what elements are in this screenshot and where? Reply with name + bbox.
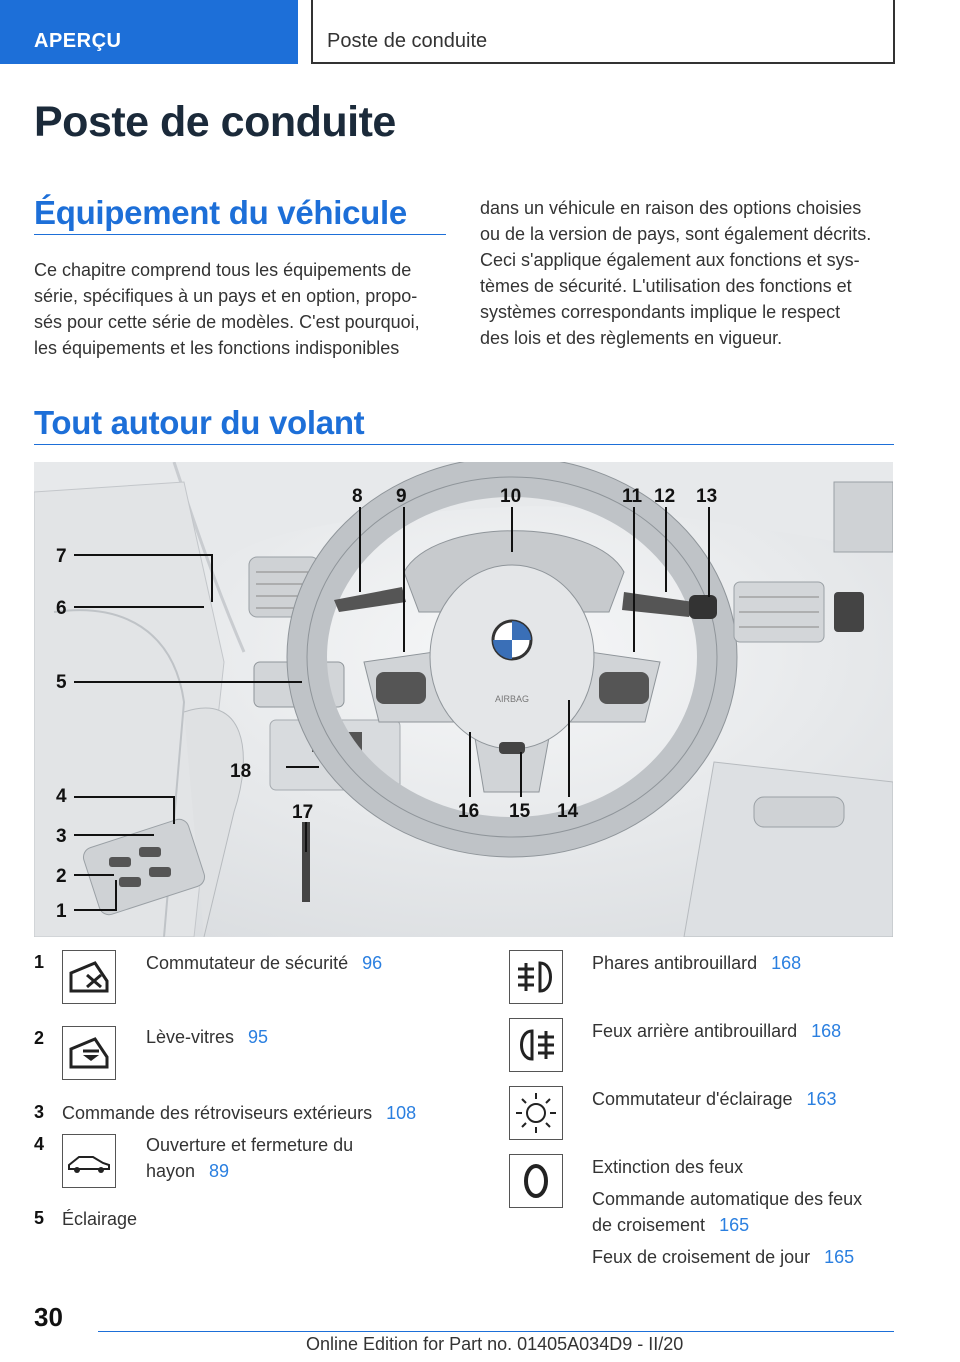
page-link[interactable]: 165 (824, 1247, 855, 1267)
footer-edition: Online Edition for Part no. 01405A034D9 - II/20 (306, 1334, 684, 1354)
intro-paragraph-col2: dans un véhicule en raison des options choisies ou de la version de pays, sont également décrits. Ceci s'applique également aux fonctions et sys- tèmes de sécurité. L'utilisation des fonctions et systèmes correspondants implique le respect des lois et des règlements en vigueur. (480, 198, 872, 348)
legend-item-rear-fog: Feux arrière antibrouillard 168 (592, 1021, 842, 1041)
callout-10: 10 (500, 486, 522, 507)
page-link[interactable]: 96 (362, 953, 383, 973)
legend-item-tailgate: Ouverture et fermeture du hayon 89 (146, 1135, 354, 1181)
callout-15: 15 (509, 801, 531, 822)
cockpit-drawing (34, 462, 893, 937)
section-heading-steering: Tout autour du volant (34, 404, 365, 441)
legend-number: 1 (34, 952, 45, 972)
callout-9: 9 (396, 486, 407, 507)
legend-number: 3 (34, 1102, 45, 1122)
page-link[interactable]: 168 (771, 953, 802, 973)
callout-2: 2 (56, 866, 67, 887)
page-number: 30 (34, 1302, 63, 1332)
header-section-title: Poste de conduite (311, 0, 895, 64)
callout-3: 3 (56, 826, 67, 847)
footer-rule (98, 1331, 894, 1332)
legend-item-mirrors: Commande des rétroviseurs extérieurs 108 (62, 1103, 417, 1123)
page-link[interactable]: 89 (209, 1161, 230, 1181)
safety-switch-icon (62, 950, 116, 1004)
lights-off-icon (509, 1154, 563, 1208)
legend-item-lights-off: Extinction des feux Commande automatique des feux de croisement 165 Feux de croisement de jour 165 (592, 1157, 863, 1267)
header-chapter-tab[interactable]: APERÇU (0, 0, 298, 64)
window-lifter-icon (62, 1026, 116, 1080)
page-title: Poste de conduite (34, 98, 396, 146)
intro-paragraph-col1: Ce chapitre comprend tous les équipements de série, spécifiques à un pays et en option, propo- sés pour cette série de modèles. C'est pourquoi, les équipements et les fonctions indisponibles (34, 260, 420, 358)
page-link[interactable]: 108 (386, 1103, 417, 1123)
tailgate-icon (62, 1134, 116, 1188)
legend-item-front-fog: Phares antibrouillard 168 (592, 953, 802, 973)
legend-item-safety-switch: Commutateur de sécurité 96 (146, 953, 383, 973)
light-switch-icon (509, 1086, 563, 1140)
legend-item-window-lifter: Lève-vitres 95 (146, 1027, 269, 1047)
callout-16: 16 (458, 801, 480, 822)
callout-6: 6 (56, 598, 67, 619)
callout-1: 1 (56, 901, 67, 922)
legend-item-light-switch: Commutateur d'éclairage 163 (592, 1089, 837, 1109)
callout-7: 7 (56, 546, 67, 567)
callout-8: 8 (352, 486, 363, 507)
callout-11: 11 (622, 486, 643, 507)
airbag-label: AIRBAG (494, 694, 530, 704)
legend-number: 5 (34, 1208, 45, 1228)
page-link[interactable]: 165 (719, 1215, 750, 1235)
section-rule (34, 234, 446, 235)
callout-13: 13 (696, 486, 718, 507)
legend-number: 4 (34, 1134, 45, 1154)
callout-12: 12 (654, 486, 676, 507)
legend-item-lighting: Éclairage (62, 1209, 138, 1229)
section-rule (34, 444, 894, 445)
callout-5: 5 (56, 672, 67, 693)
callout-17: 17 (292, 802, 314, 823)
callout-4: 4 (56, 786, 67, 807)
rear-fog-light-icon (509, 1018, 563, 1072)
front-fog-light-icon (509, 950, 563, 1004)
callout-18: 18 (230, 761, 252, 782)
page-link[interactable]: 95 (248, 1027, 269, 1047)
legend-number: 2 (34, 1028, 45, 1048)
cockpit-illustration (34, 462, 893, 937)
page-link[interactable]: 168 (811, 1021, 842, 1041)
callout-14: 14 (557, 801, 579, 822)
page-link[interactable]: 163 (806, 1089, 837, 1109)
section-heading-equipment: Équipement du véhicule (34, 194, 407, 231)
